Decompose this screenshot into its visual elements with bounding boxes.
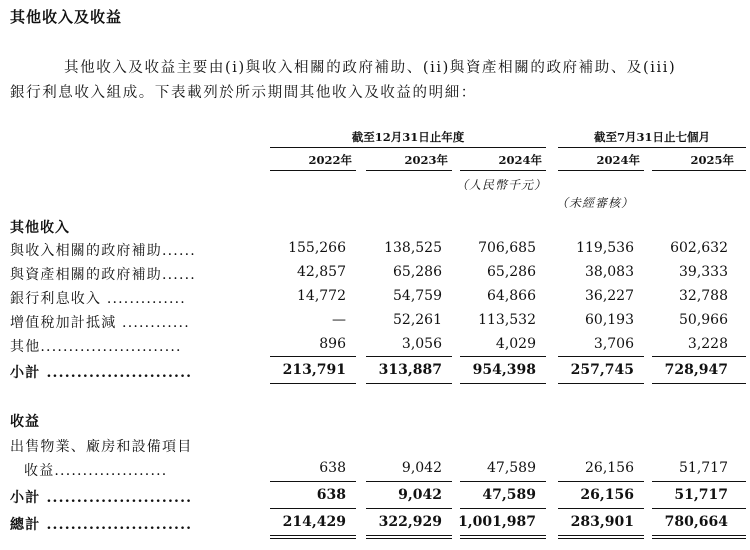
cell-value: 1,001,987 [458,514,536,530]
total-double-rule [270,538,356,539]
subtotal-rule [460,481,546,482]
year-header: 2024年 [596,153,640,167]
total-double-rule [366,535,452,536]
total-double-rule [558,535,644,536]
year-rule [558,170,644,171]
subtotal-rule [652,481,746,482]
cell-value: 138,525 [384,240,442,256]
cell-value: 155,266 [288,240,346,256]
section-gains: 收益 [10,414,40,430]
subtotal-rule [652,383,746,384]
cell-value: 14,772 [297,288,346,304]
total-double-rule [652,535,746,536]
cell-value: 54,759 [393,288,442,304]
subtotal-rule [460,383,546,384]
total-double-rule [652,538,746,539]
subtotal-rule [270,383,356,384]
group-rule-annual [270,147,546,148]
group-header-annual: 截至12月31日止年度 [351,130,465,144]
unaudited-note: （未經審核） [556,196,635,210]
row-label-disposal-cont: 收益.................... [24,463,168,479]
row-label-others: 其他......................... [10,339,182,355]
year-header: 2024年 [498,153,542,167]
row-label-total: 總計 ........................ [10,517,193,533]
cell-value: 3,228 [687,336,728,352]
group-header-seven-months: 截至7月31日止七個月 [593,130,710,144]
year-rule [652,170,746,171]
cell-value: 47,589 [487,460,536,476]
cell-value: 26,156 [580,487,634,503]
subtotal-rule [366,356,452,357]
cell-value: 4,029 [495,336,536,352]
cell-value: 38,083 [585,264,634,280]
row-label-subtotal: 小計 ........................ [10,490,193,506]
cell-value: 602,632 [670,240,728,256]
cell-value: 214,429 [282,514,346,530]
subtotal-rule [366,481,452,482]
cell-value: 896 [319,336,346,352]
cell-value: 50,966 [679,312,728,328]
subtotal-rule [270,356,356,357]
year-rule [270,170,356,171]
row-label-vat-deduction: 增值稅加計抵減 ............ [10,315,190,331]
cell-value: 36,227 [585,288,634,304]
subtotal-rule [558,508,644,509]
total-double-rule [270,535,356,536]
cell-value: 728,947 [664,362,728,378]
cell-value: 65,286 [487,264,536,280]
subtotal-rule [270,508,356,509]
cell-value: 52,261 [393,312,442,328]
row-label-income-subsidy: 與收入相關的政府補助...... [10,243,196,259]
year-header: 2022年 [308,153,352,167]
cell-value: 51,717 [679,460,728,476]
subtotal-rule [558,356,644,357]
cell-value: 257,745 [570,362,634,378]
cell-value: 322,929 [378,514,442,530]
cell-value: 51,717 [674,487,728,503]
year-rule [460,170,546,171]
group-rule-seven-months [558,147,746,148]
subtotal-rule [366,508,452,509]
cell-value: — [332,312,346,328]
cell-value: 638 [316,487,346,503]
cell-value: 42,857 [297,264,346,280]
subtotal-rule [460,508,546,509]
subtotal-rule [270,481,356,482]
year-header: 2025年 [690,153,734,167]
row-label-subtotal: 小計 ........................ [10,365,193,381]
cell-value: 638 [319,460,346,476]
cell-value: 47,589 [482,487,536,503]
row-label-asset-subsidy: 與資產相關的政府補助...... [10,267,196,283]
section-other-income: 其他收入 [10,220,70,236]
subtotal-rule [652,356,746,357]
cell-value: 954,398 [472,362,536,378]
cell-value: 60,193 [585,312,634,328]
intro-line-1: 其他收入及收益主要由(i)與收入相關的政府補助、(ii)與資產相關的政府補助、及(iii) [64,60,677,76]
year-header: 2023年 [404,153,448,167]
cell-value: 32,788 [679,288,728,304]
cell-value: 3,706 [593,336,634,352]
subtotal-rule [652,508,746,509]
cell-value: 9,042 [398,487,442,503]
cell-value: 9,042 [401,460,442,476]
total-double-rule [460,535,546,536]
unit-note: （人民幣千元） [456,178,548,192]
cell-value: 3,056 [401,336,442,352]
subtotal-rule [558,383,644,384]
cell-value: 64,866 [487,288,536,304]
row-label-disposal: 出售物業、廠房和設備項目 [10,439,193,455]
total-double-rule [558,538,644,539]
cell-value: 780,664 [664,514,728,530]
cell-value: 283,901 [570,514,634,530]
intro-line-2: 銀行利息收入組成。下表載列於所示期間其他收入及收益的明細： [10,85,477,101]
cell-value: 706,685 [478,240,536,256]
subtotal-rule [460,356,546,357]
total-double-rule [460,538,546,539]
year-rule [366,170,452,171]
subtotal-rule [366,383,452,384]
total-double-rule [366,538,452,539]
cell-value: 65,286 [393,264,442,280]
cell-value: 213,791 [282,362,346,378]
section-title: 其他收入及收益 [10,8,123,26]
cell-value: 313,887 [378,362,442,378]
subtotal-rule [558,481,644,482]
row-label-bank-interest: 銀行利息收入 .............. [10,291,186,307]
cell-value: 119,536 [576,240,634,256]
cell-value: 26,156 [585,460,634,476]
cell-value: 113,532 [478,312,536,328]
cell-value: 39,333 [679,264,728,280]
